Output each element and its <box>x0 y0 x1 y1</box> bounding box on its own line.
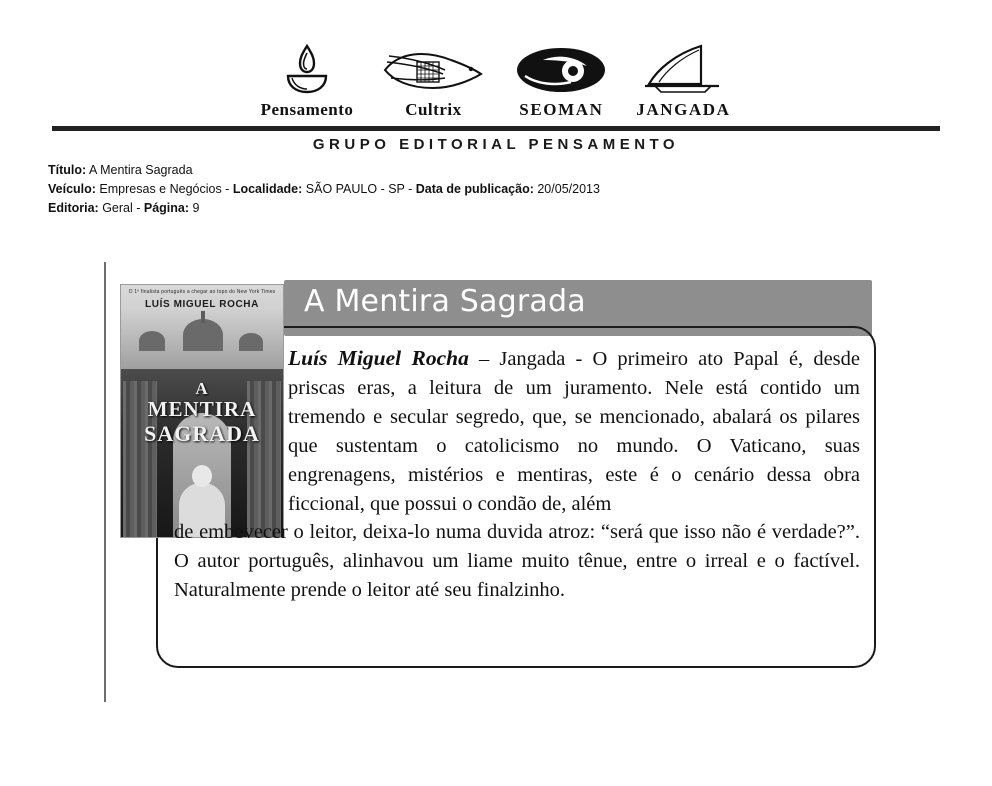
meta-titulo <box>48 161 992 180</box>
article-body-part1: – Jangada - O primeiro ato Papal é, desde priscas eras, a leitura de um juramento. Nele está contido um tremendo e secular segredo, que, se mencionado, abalará os pilares que sustentam o catolicismo no mundo. O Vaticano, suas engrenagens, mistérios e mentiras, este é o cenário dessa obra ficcional, que possui o condão de, além <box>288 348 860 515</box>
meta-veiculo-value: Empresas e Negócios - <box>99 182 230 196</box>
article-body-top <box>288 344 860 519</box>
imprint-name: SEOMAN <box>519 100 604 119</box>
imprint-name: Pensamento <box>260 100 354 119</box>
newspaper-clipping <box>112 262 872 692</box>
flame-lamp-icon <box>278 40 336 98</box>
group-editorial-line: GRUPO EDITORIAL PENSAMENTO <box>312 136 680 153</box>
meta-titulo-value: A Mentira Sagrada <box>88 163 193 177</box>
publisher-header <box>0 0 992 155</box>
imprint-seoman <box>513 34 609 120</box>
meta-localidade-value: SÃO PAULO - SP - <box>305 182 413 196</box>
sailboat-icon <box>635 40 731 98</box>
imprint-jangada <box>635 34 731 120</box>
imprint-name: Cultrix <box>405 100 462 119</box>
meta-veiculo-label: Veículo: <box>48 182 96 196</box>
meta-editoria <box>48 199 992 218</box>
clipping-metadata <box>48 161 992 218</box>
fish-icon <box>379 40 487 98</box>
cover-spire <box>201 311 205 323</box>
meta-pagina-label: Página: <box>143 201 190 215</box>
clipping-headline: A Mentira Sagrada <box>304 284 586 319</box>
cover-author: LUÍS MIGUEL ROCHA <box>145 299 259 310</box>
meta-editoria-label: Editoria: <box>48 201 99 215</box>
imprint-cultrix <box>379 34 487 120</box>
article-body-bottom: de embevecer o leitor, deixa-lo numa duvida atroz: “será que isso não é verdade?”. O autor português, alinhavou um liame muito tênue, entre o irreal e o factível. Naturalmente prende o leitor até seu finalzinho. <box>174 521 860 601</box>
imprint-name: JANGADA <box>636 100 731 119</box>
cover-dome-center <box>183 319 223 351</box>
cover-title-line-2: MENTIRA <box>147 397 257 421</box>
imprint-logo-row <box>0 34 992 120</box>
eye-sphere-icon <box>513 40 609 98</box>
cover-title-line-3: SAGRADA <box>144 421 260 446</box>
cover-title-line-1: A <box>195 379 209 398</box>
meta-veiculo <box>48 180 992 199</box>
clipping-left-rule <box>104 262 106 702</box>
meta-data-value: 20/05/2013 <box>537 182 600 196</box>
meta-localidade-label: Localidade: <box>232 182 303 196</box>
meta-titulo-label: Título: <box>48 163 87 177</box>
article-author-lead: Luís Miguel Rocha <box>288 346 469 370</box>
cover-tagline: O 1º finalista português a chegar ao topo do New York Times <box>128 289 276 295</box>
cover-dome-left <box>139 331 165 351</box>
clipping-area <box>0 262 992 722</box>
imprint-pensamento <box>261 34 354 120</box>
meta-pagina-value: 9 <box>192 201 200 215</box>
book-cover-image <box>120 284 284 538</box>
cover-figure-head <box>192 465 212 487</box>
cover-dome-right <box>239 333 263 351</box>
meta-data-label: Data de publicação: <box>415 182 534 196</box>
meta-editoria-value: Geral - <box>102 201 141 215</box>
